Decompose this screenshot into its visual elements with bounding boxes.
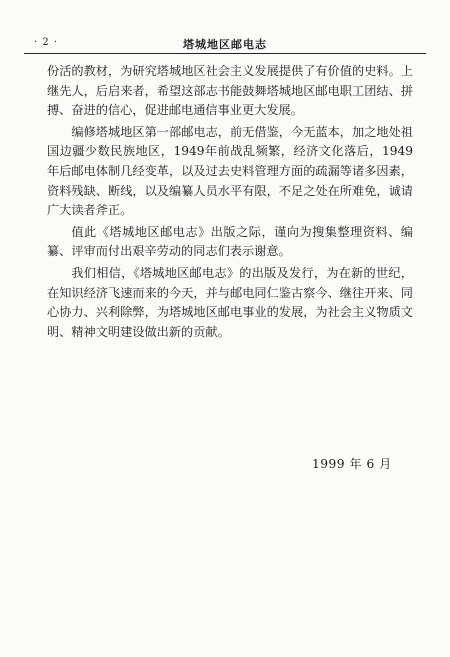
page-header [24,32,426,54]
header-rule [24,53,426,54]
paragraph: 我们相信，《塔城地区邮电志》的出版及发行，为在新的世纪，在知识经济飞速而来的今天，并与邮电同仁鉴古察今、继往开来、同心协力、兴利除弊，为塔城地区邮电事业的发展，为社会主义物质文明、精神文明建设做出新的贡献。 [47,265,413,339]
paragraph: 值此《塔城地区邮电志》出版之际，谨向为搜集整理资料、编纂、评审而付出艰辛劳动的同志们表示谢意。 [47,224,413,259]
page-number: · 2 · [34,37,59,48]
date-line: 1999 年 6 月 [312,457,392,471]
running-title: 塔城地区邮电志 [183,38,267,51]
paragraph-continuation: 份活的教材，为研究塔城地区社会主义发展提供了有价值的史料。上继先人，后启来者，希望这部志书能鼓舞塔城地区邮电职工团结、拼搏、奋进的信心，促进邮电通信事业更大发展。 [47,64,413,118]
paragraph: 编修塔城地区第一部邮电志，前无借鉴，今无蓝本，加之地处祖国边疆少数民族地区，1949年前战乱频繁，经济文化落后，1949年后邮电体制几经变革，以及过去史料管理方面的疏漏等诸多因素，资料残缺、断线，以及编纂人员水平有限，不足之处在所难免，诚请广大读者斧正。 [47,124,413,218]
body-text [47,62,413,344]
